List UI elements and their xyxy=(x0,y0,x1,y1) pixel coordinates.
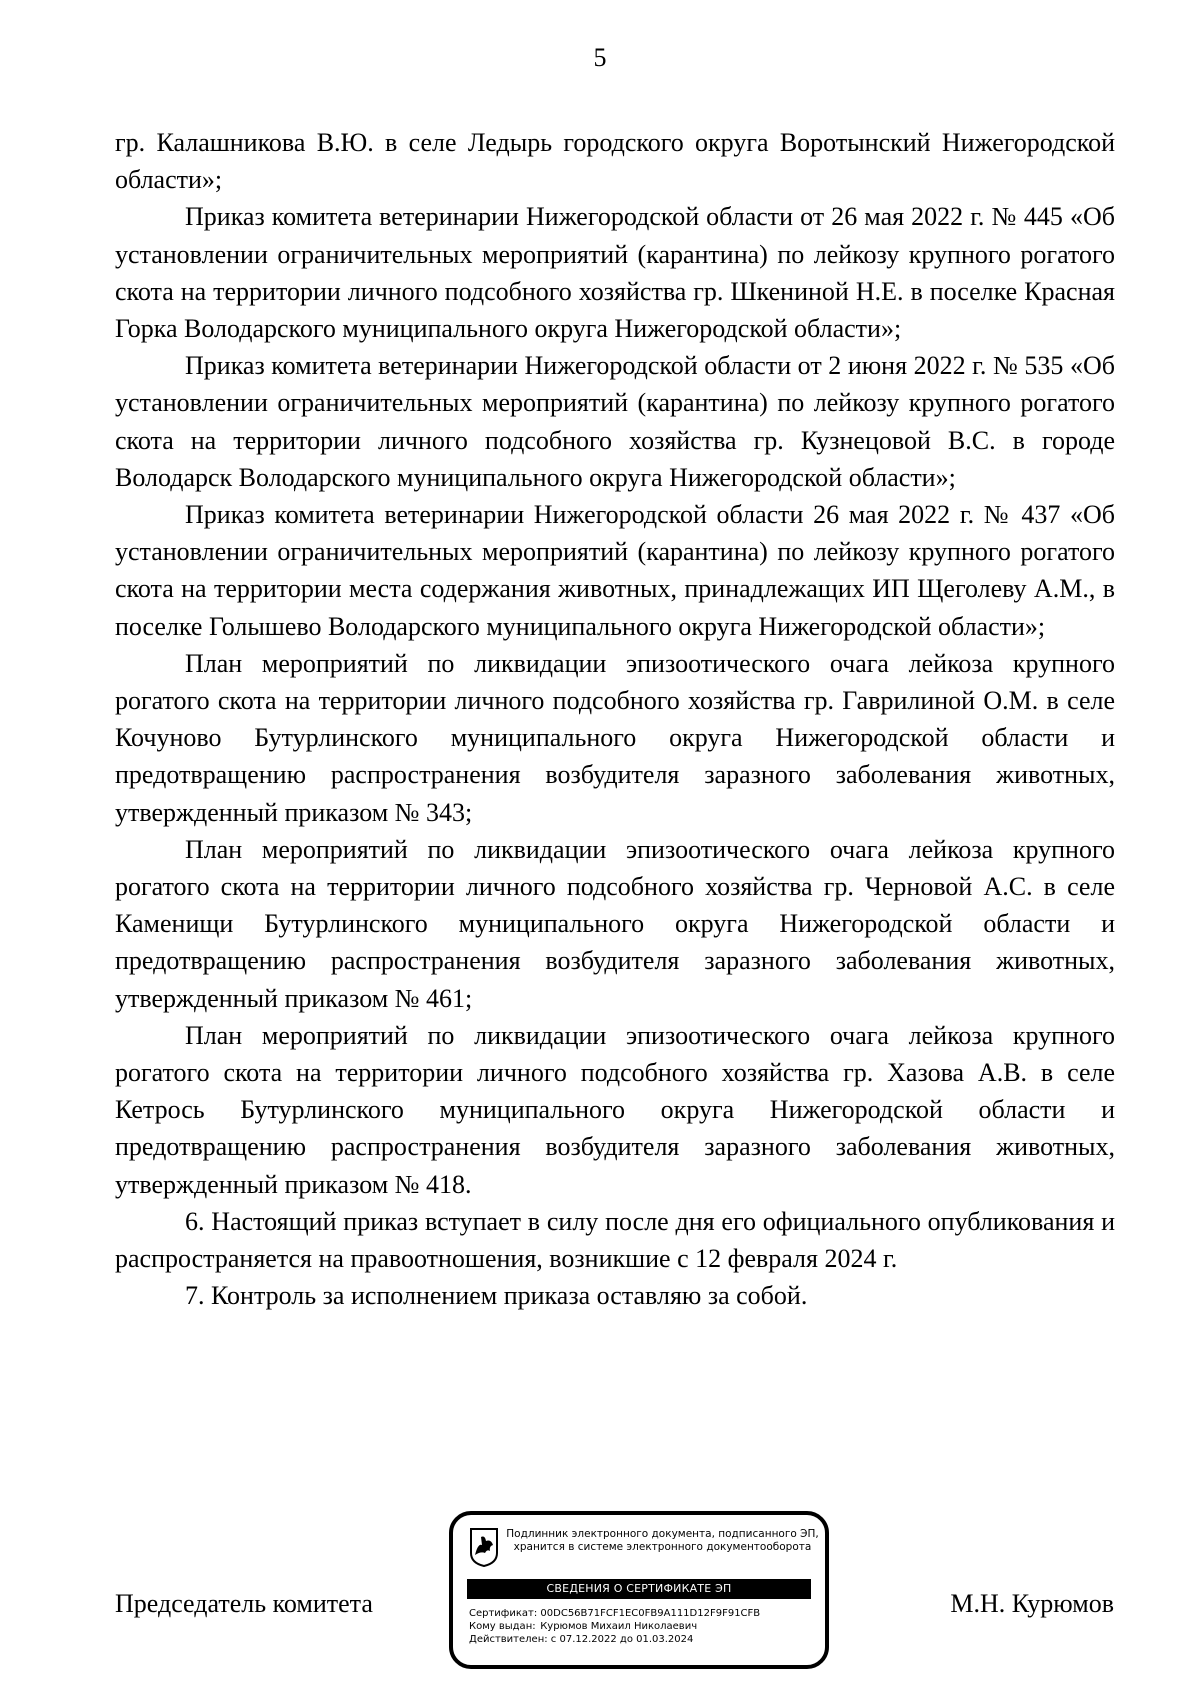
issued-to-value: Курюмов Михаил Николаевич xyxy=(540,1621,698,1632)
paragraph: 7. Контроль за исполнением приказа оставляю за собой. xyxy=(185,1281,808,1311)
paragraph: 6. Настоящий приказ вступает в силу после дня его официального опубликования и распространяется на правоотношения, возникшие с 12 февраля 2024 г. xyxy=(115,1206,1115,1274)
paragraph: Приказ комитета ветеринарии Нижегородской области 26 мая 2022 г. № 437 «Об установлении ограничительных мероприятий (карантина) по лейкозу крупного рогатого скота на территории места содержания животных, принадлежащих ИП Щеголеву А.М., в поселке Голышево Володарского муниципального округа Нижегородской области»; xyxy=(115,500,1115,641)
paragraph: План мероприятий по ликвидации эпизоотического очага лейкоза крупного рогатого скота на территории личного подсобного хозяйства гр. Черновой А.С. в селе Каменищи Бутурлинского муниципального округа Нижегородской области и предотвращению распространения возбудителя заразного заболевания животных, утвержденный приказом № 461; xyxy=(115,834,1115,1013)
paragraph: Приказ комитета ветеринарии Нижегородской области от 2 июня 2022 г. № 535 «Об установлении ограничительных мероприятий (карантина) по лейкозу крупного рогатого скота на территории личного подсобного хозяйства гр. Кузнецовой В.С. в городе Володарск Володарского муниципального округа Нижегородской области»; xyxy=(115,351,1115,492)
issued-to-row xyxy=(469,1620,819,1633)
stamp-title-bar: СВЕДЕНИЯ О СЕРТИФИКАТЕ ЭП xyxy=(467,1579,811,1599)
coat-of-arms-icon xyxy=(469,1527,499,1567)
certificate-details xyxy=(469,1607,819,1646)
issued-to-label: Кому выдан: xyxy=(469,1621,536,1632)
electronic-signature-stamp xyxy=(449,1511,829,1669)
document-body xyxy=(115,124,1115,1315)
paragraph: гр. Калашникова В.Ю. в селе Ледырь городского округа Воротынский Нижегородской области»; xyxy=(115,128,1115,195)
stamp-header-line: Подлинник электронного документа, подписанного ЭП, xyxy=(506,1528,819,1540)
valid-row xyxy=(469,1633,819,1646)
stamp-header-line: хранится в системе электронного документооборота xyxy=(513,1541,812,1553)
signatory-role: Председатель комитета xyxy=(115,1589,373,1618)
paragraph: Приказ комитета ветеринарии Нижегородской области от 26 мая 2022 г. № 445 «Об установлении ограничительных мероприятий (карантина) по лейкозу крупного рогатого скота на территории личного подсобного хозяйства гр. Шкениной Н.Е. в поселке Красная Горка Володарского муниципального округа Нижегородской области»; xyxy=(115,202,1115,344)
valid-label: Действителен: xyxy=(469,1634,548,1645)
certificate-label: Сертификат: xyxy=(469,1608,538,1619)
paragraph: План мероприятий по ликвидации эпизоотического очага лейкоза крупного рогатого скота на территории личного подсобного хозяйства гр. Гаврилиной О.М. в селе Кочуново Бутурлинского муниципального округа Нижегородской области и предотвращению распространения возбудителя заразного заболевания животных, утвержденный приказом № 343; xyxy=(115,648,1115,827)
valid-value: с 07.12.2022 до 01.03.2024 xyxy=(550,1634,694,1645)
stamp-header xyxy=(505,1528,820,1554)
certificate-row xyxy=(469,1607,819,1620)
signatory-name: М.Н. Курюмов xyxy=(950,1589,1114,1618)
page-number: 5 xyxy=(593,43,607,72)
paragraph: План мероприятий по ликвидации эпизоотического очага лейкоза крупного рогатого скота на территории личного подсобного хозяйства гр. Хазова А.В. в селе Кетрось Бутурлинского муниципального округа Нижегородской области и предотвращению распространения возбудителя заразного заболевания животных, утвержденный приказом № 418. xyxy=(115,1020,1115,1199)
certificate-value: 00DC56B71FCF1EC0FB9A111D12F9F91CFB xyxy=(540,1608,761,1619)
